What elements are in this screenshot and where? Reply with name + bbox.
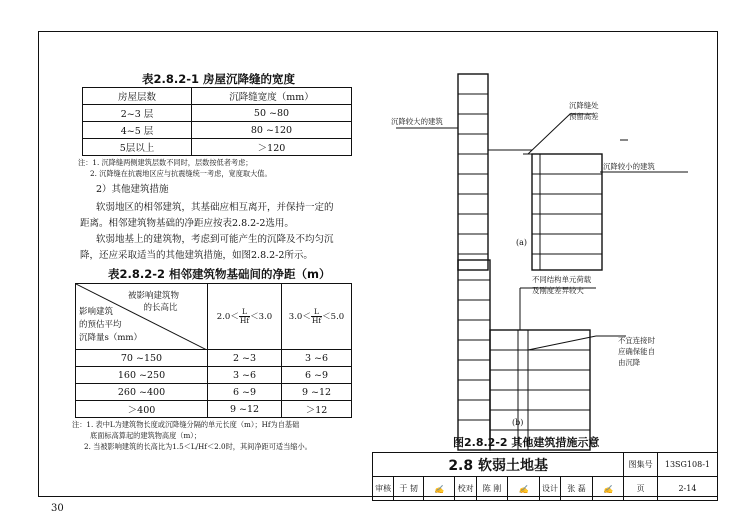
label-diff-line: 及刚度差异较大: [532, 286, 584, 295]
checker-signature: ✍: [508, 477, 540, 501]
ratio-post: ＜3.0: [250, 312, 273, 322]
table-cell: 2~3 层: [83, 105, 192, 122]
table-cell: 5层以上: [83, 139, 192, 156]
table2-col1-header: [208, 284, 282, 350]
diag-bottom-line: 影响建筑: [79, 307, 114, 317]
table-cell: 2 ~3: [208, 350, 282, 367]
label-gap-line: 预留高差: [569, 112, 599, 121]
diag-bottom-line: 沉降量s（mm）: [79, 333, 142, 343]
reviewer-name: 于 韧: [394, 477, 424, 501]
label-diff-line: 不同结构单元荷载: [532, 275, 592, 284]
section-heading: 2）其他建筑措施: [96, 184, 169, 195]
table2-col2-header: [282, 284, 352, 350]
table1-note-1: 注：1. 沉降缝两侧建筑层数不同时，层数按低者考虑；: [78, 158, 253, 167]
title-block: [372, 452, 718, 501]
caption-b: (b): [512, 418, 524, 427]
section-title: 2.8 软弱土地基: [373, 453, 624, 477]
table-cell: 9 ~12: [282, 384, 352, 401]
diag-top-line: 被影响建筑物: [128, 291, 180, 301]
table-cell: 50 ~80: [192, 105, 352, 122]
table-cell: 6 ~9: [208, 384, 282, 401]
page-number: 30: [51, 503, 64, 514]
table-cell: 3 ~6: [208, 367, 282, 384]
table-cell: 6 ~9: [282, 367, 352, 384]
paragraph-line: 降，还应采取适当的其他建筑措施，如图2.8.2-2所示。: [80, 250, 313, 261]
checker-name: 陈 刚: [476, 477, 508, 501]
label-nolink-line: 由沉降: [618, 358, 641, 367]
label-nolink-line: 不宜连接时: [618, 336, 655, 345]
table2-diagonal-header: [76, 284, 208, 350]
caption-a: (a): [516, 238, 528, 247]
check-label: 校对: [455, 477, 476, 501]
reviewer-signature: ✍: [423, 477, 455, 501]
ratio-den: Hf: [239, 316, 250, 325]
table-cell: ＞120: [192, 139, 352, 156]
designer-name: 张 磊: [561, 477, 593, 501]
table-cell: 9 ~12: [208, 401, 282, 418]
atlas-label: 图集号: [624, 453, 658, 477]
table-cell: 4~5 层: [83, 122, 192, 139]
table-cell: 80 ~120: [192, 122, 352, 139]
table1-header-width: 沉降缝宽度（mm）: [192, 88, 352, 105]
table-cell: ＞12: [282, 401, 352, 418]
table1-header-floors: 房屋层数: [83, 88, 192, 105]
diag-top-line: 的长高比: [143, 303, 178, 313]
label-tall-building: 沉降较大的建筑: [391, 117, 443, 126]
design-label: 设计: [539, 477, 560, 501]
label-nolink-line: 应确保能自: [618, 347, 655, 356]
ratio-pre: 3.0＜: [288, 312, 311, 322]
table-cell: 3 ~6: [282, 350, 352, 367]
table2-note-1: 注：1. 表中L为建筑物长度或沉降缝分隔的单元长度（m）；Hf为自基础: [72, 420, 300, 429]
table1: [82, 87, 352, 156]
atlas-number: 13SG108-1: [657, 453, 717, 477]
page-label: 页: [624, 477, 658, 501]
table1-note-2: 2. 沉降缝在抗震地区应与抗震缝统一考虑，宽度取大值。: [90, 169, 272, 178]
paragraph-line: 距离。相邻建筑物基础的净距应按表2.8.2-2选用。: [80, 218, 294, 229]
table2-note-2: 底面标高算起的建筑物高度（m）；: [90, 431, 202, 440]
label-short-building: 沉降较小的建筑: [603, 162, 655, 171]
table1-title: 表2.8.2-1 房屋沉降缝的宽度: [142, 72, 296, 86]
figure-title: 图2.8.2-2 其他建筑措施示意: [453, 436, 600, 449]
ratio-den: Hf: [311, 316, 322, 325]
paragraph-line: 软弱地基上的建筑物，考虑到可能产生的沉降及不均匀沉: [96, 234, 334, 245]
label-gap-line: 沉降缝处: [569, 101, 599, 110]
designer-signature: ✍: [592, 477, 624, 501]
table-cell: 260 ~400: [76, 384, 208, 401]
page-code: 2-14: [657, 477, 717, 501]
table2-title: 表2.8.2-2 相邻建筑物基础间的净距（m）: [108, 267, 331, 281]
ratio-post: ＜5.0: [322, 312, 345, 322]
ratio-num: L: [311, 308, 322, 317]
ratio-num: L: [239, 308, 250, 317]
diag-bottom-line: 的预估平均: [79, 320, 122, 330]
table-cell: ＞400: [76, 401, 208, 418]
table-cell: 70 ~150: [76, 350, 208, 367]
table2-note-3: 2. 当被影响建筑的长高比为1.5＜L/Hf＜2.0时，其间净距可适当缩小。: [84, 442, 312, 451]
table-cell: 160 ~250: [76, 367, 208, 384]
table2: [75, 283, 352, 418]
review-label: 审核: [373, 477, 394, 501]
ratio-pre: 2.0＜: [216, 312, 239, 322]
paragraph-line: 软弱地区的相邻建筑，其基础应相互离开，并保持一定的: [96, 202, 334, 213]
